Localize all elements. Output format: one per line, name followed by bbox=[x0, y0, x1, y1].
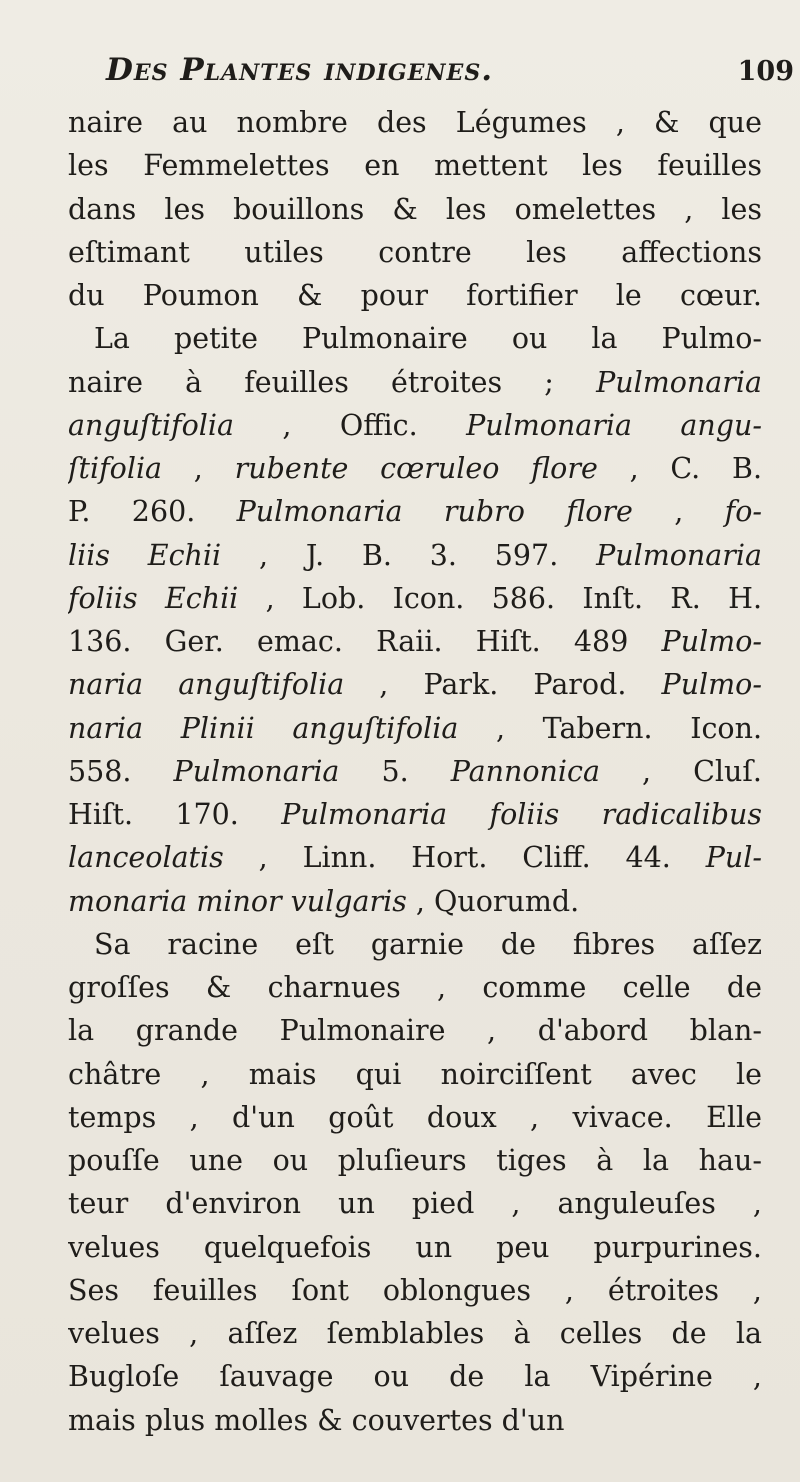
text-line bbox=[68, 1269, 762, 1312]
italic-segment: naria Plinii anguſtifolia bbox=[68, 711, 459, 745]
text-line bbox=[68, 361, 762, 404]
italic-segment: Pulmonaria angu- bbox=[466, 408, 762, 442]
italic-segment: Pulmonaria bbox=[596, 365, 762, 399]
italic-segment: lanceolatis bbox=[68, 841, 224, 875]
text-line bbox=[68, 274, 762, 317]
text-segment: , Linn. Hort. Cliff. 44. bbox=[223, 841, 706, 875]
text-segment: les Femmelettes en mettent les feuilles bbox=[68, 149, 762, 183]
text-segment: Sa racine eſt garnie de fibres aſſez bbox=[94, 927, 762, 961]
italic-segment: naria anguſtifolia bbox=[68, 668, 345, 702]
text-segment: 5. bbox=[339, 754, 451, 788]
text-line bbox=[68, 1312, 762, 1355]
text-segment: , Lob. Icon. 586. Inſt. R. H. bbox=[238, 581, 762, 615]
text-segment: La petite Pulmonaire ou la Pulmo- bbox=[94, 322, 762, 356]
text-line bbox=[68, 1399, 762, 1442]
text-line bbox=[68, 1226, 762, 1269]
text-segment: teur d'environ un pied , anguleuſes , bbox=[68, 1187, 762, 1221]
text-line bbox=[68, 447, 762, 490]
text-line bbox=[68, 1096, 762, 1139]
italic-segment: ſtifolia bbox=[68, 452, 163, 485]
text-segment: groſſes & charnues , comme celle de bbox=[68, 971, 762, 1004]
text-segment: pouſſe une ou pluſieurs tiges à la hau- bbox=[68, 1144, 762, 1177]
italic-segment: Pulmonaria bbox=[596, 538, 762, 572]
text-segment: , J. B. 3. 597. bbox=[221, 538, 597, 572]
italic-segment: Pulmonaria bbox=[173, 754, 340, 788]
text-segment: , bbox=[632, 495, 725, 529]
text-segment: temps , d'un goût doux , vivace. Elle bbox=[68, 1100, 762, 1134]
body-text bbox=[68, 101, 762, 1442]
text-segment: la grande Pulmonaire , d'abord blan- bbox=[68, 1014, 762, 1048]
text-line bbox=[68, 317, 762, 360]
italic-segment: Pulmo- bbox=[661, 625, 762, 658]
italic-segment: monaria minor vulgaris bbox=[68, 884, 407, 918]
running-head-title: Des Plantes indigenes. bbox=[106, 52, 493, 88]
text-segment: dans les bouillons & les omelettes , les bbox=[68, 192, 762, 226]
text-segment: 136. Ger. emac. Raii. Hiſt. 489 bbox=[68, 625, 662, 658]
text-segment: du Poumon & pour fortifier le cœur. bbox=[68, 279, 762, 312]
text-line bbox=[68, 966, 762, 1009]
text-segment: mais plus molles & couvertes d'un bbox=[68, 1403, 565, 1437]
text-line bbox=[68, 620, 762, 663]
italic-segment: Pulmonaria rubro flore bbox=[236, 495, 633, 529]
text-line bbox=[68, 534, 762, 577]
text-line bbox=[68, 577, 762, 620]
text-line bbox=[68, 404, 762, 447]
text-segment: naire au nombre des Légumes , & que bbox=[68, 106, 762, 139]
italic-segment: liis Echii bbox=[68, 538, 222, 572]
text-line bbox=[68, 1139, 762, 1182]
text-line bbox=[68, 707, 762, 750]
text-segment: velues quelquefois un peu purpurines. bbox=[68, 1230, 762, 1264]
text-segment: Ses feuilles ſont oblongues , étroites , bbox=[68, 1273, 762, 1307]
italic-segment: rubente cœruleo flore bbox=[234, 452, 598, 485]
text-line bbox=[68, 663, 762, 706]
text-segment: , Cluſ. bbox=[599, 754, 762, 788]
text-line bbox=[68, 923, 762, 966]
text-segment: Bugloſe ſauvage ou de la Vipérine , bbox=[68, 1360, 762, 1394]
text-line bbox=[68, 144, 762, 187]
text-segment: naire à feuilles étroites ; bbox=[68, 365, 597, 399]
text-line bbox=[68, 1355, 762, 1398]
text-segment: , bbox=[162, 452, 235, 485]
text-segment: 558. bbox=[68, 754, 174, 788]
text-segment: , C. B. bbox=[597, 452, 762, 485]
text-line bbox=[68, 231, 762, 274]
italic-segment: Pul- bbox=[705, 841, 762, 875]
italic-segment: foliis Echii bbox=[68, 581, 239, 615]
italic-segment: Pannonica bbox=[450, 754, 600, 788]
running-head bbox=[106, 52, 796, 98]
text-segment: , Tabern. Icon. bbox=[458, 711, 762, 745]
text-segment: eſtimant utiles contre les affections bbox=[68, 235, 762, 269]
text-segment: Hiſt. 170. bbox=[68, 798, 282, 831]
page-number: 109 bbox=[737, 56, 794, 87]
text-segment: , Quorumd. bbox=[406, 884, 580, 918]
text-segment: châtre , mais qui noirciſſent avec le bbox=[68, 1057, 762, 1091]
text-line bbox=[68, 1182, 762, 1225]
text-line bbox=[68, 793, 762, 836]
text-line bbox=[68, 490, 762, 533]
italic-segment: Pulmo- bbox=[661, 668, 762, 702]
italic-segment: fo- bbox=[724, 495, 762, 529]
text-segment: velues , aſſez ſemblables à celles de la bbox=[68, 1317, 762, 1350]
text-line bbox=[68, 750, 762, 793]
text-line bbox=[68, 1009, 762, 1052]
text-segment: P. 260. bbox=[68, 495, 237, 529]
text-segment: , Offic. bbox=[234, 408, 467, 442]
text-line bbox=[68, 1053, 762, 1096]
text-line bbox=[68, 880, 762, 923]
text-line bbox=[68, 101, 762, 144]
text-segment: , Park. Parod. bbox=[344, 668, 662, 702]
italic-segment: Pulmonaria foliis radicalibus bbox=[281, 798, 762, 831]
text-line bbox=[68, 188, 762, 231]
italic-segment: anguſtifolia bbox=[68, 408, 234, 442]
text-line bbox=[68, 836, 762, 879]
